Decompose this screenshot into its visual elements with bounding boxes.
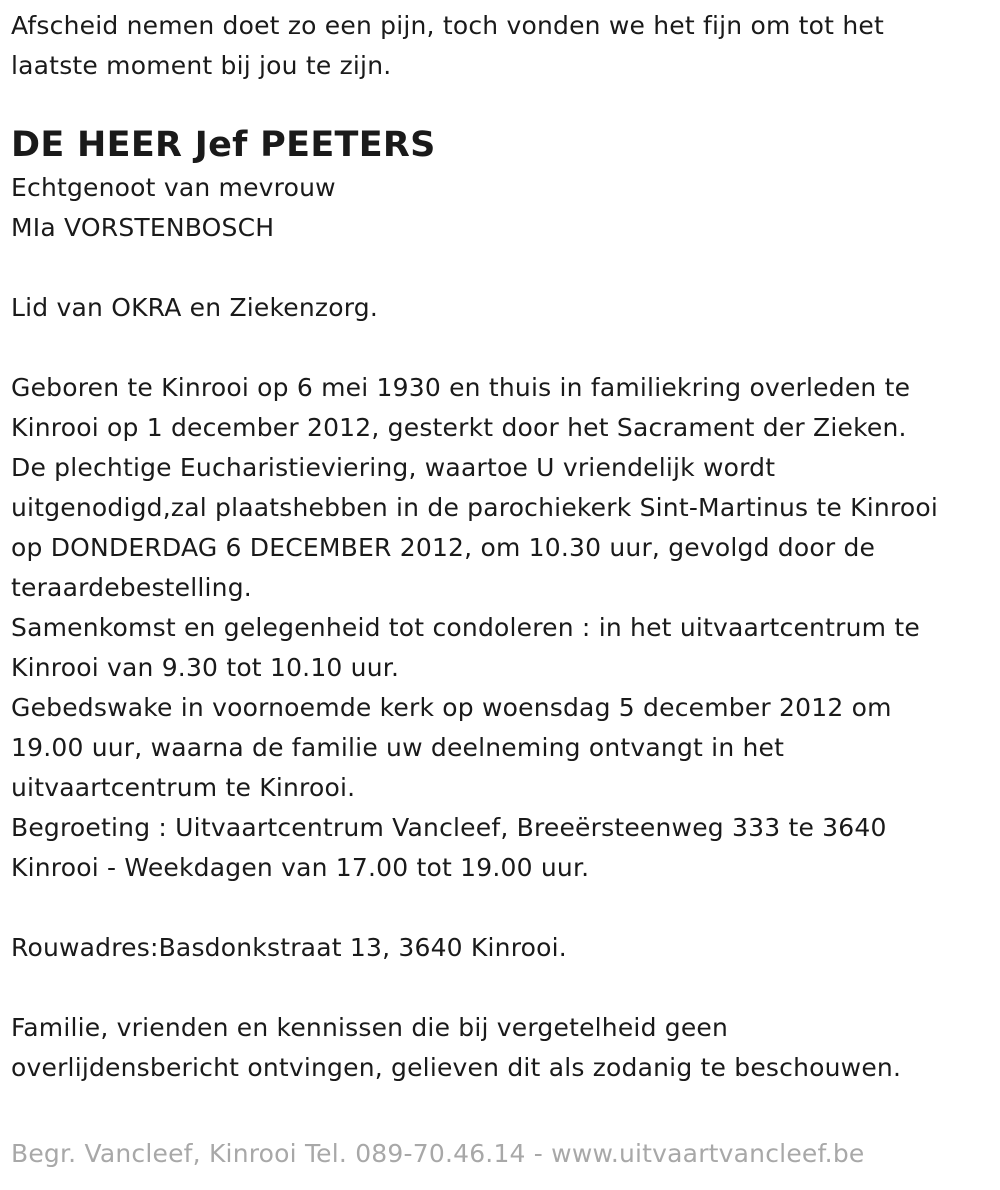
membership-line: Lid van OKRA en Ziekenzorg. <box>11 293 378 322</box>
details-line: Kinrooi - Weekdagen van 17.00 tot 19.00 uur. <box>11 853 590 882</box>
details-line: Kinrooi van 9.30 tot 10.10 uur. <box>11 653 400 682</box>
intro-verse <box>11 6 991 86</box>
details-line: uitgenodigd,zal plaatshebben in de parochiekerk Sint-Martinus te Kinrooi <box>11 493 939 522</box>
spouse-block <box>11 168 991 248</box>
details-line: Geboren te Kinrooi op 6 mei 1930 en thuis in familiekring overleden te <box>11 373 911 402</box>
spacer <box>11 328 991 368</box>
funeral-home-footer: Begr. Vancleef, Kinrooi Tel. 089-70.46.14 - www.uitvaartvancleef.be <box>11 1139 865 1168</box>
deceased-name: DE HEER Jef PEETERS <box>11 125 436 165</box>
intro-line: Afscheid nemen doet zo een pijn, toch vonden we het fijn om tot het <box>11 11 884 40</box>
details-line: Gebedswake in voornoemde kerk op woensdag 5 december 2012 om <box>11 693 892 722</box>
spouse-line: Echtgenoot van mevrouw <box>11 173 336 202</box>
obituary-notice <box>11 6 991 1088</box>
details-line: teraardebestelling. <box>11 573 252 602</box>
notice-line: overlijdensbericht ontvingen, gelieven dit als zodanig te beschouwen. <box>11 1053 902 1082</box>
spacer <box>11 248 991 288</box>
spacer <box>11 888 991 928</box>
details-line: uitvaartcentrum te Kinrooi. <box>11 773 356 802</box>
details-line: op DONDERDAG 6 DECEMBER 2012, om 10.30 uur, gevolgd door de <box>11 533 876 562</box>
details-line: 19.00 uur, waarna de familie uw deelneming ontvangt in het <box>11 733 785 762</box>
details-block <box>11 368 991 888</box>
notice-block <box>11 1008 991 1088</box>
details-line: De plechtige Eucharistieviering, waartoe U vriendelijk wordt <box>11 453 776 482</box>
spacer <box>11 968 991 1008</box>
details-line: Samenkomst en gelegenheid tot condoleren : in het uitvaartcentrum te <box>11 613 920 642</box>
spouse-line: MIa VORSTENBOSCH <box>11 213 275 242</box>
details-line: Begroeting : Uitvaartcentrum Vancleef, Breeërsteenweg 333 te 3640 <box>11 813 887 842</box>
intro-line: laatste moment bij jou te zijn. <box>11 51 392 80</box>
details-line: Kinrooi op 1 december 2012, gesterkt door het Sacrament der Zieken. <box>11 413 907 442</box>
notice-line: Familie, vrienden en kennissen die bij vergetelheid geen <box>11 1013 729 1042</box>
mourning-address: Rouwadres:Basdonkstraat 13, 3640 Kinrooi. <box>11 933 567 962</box>
